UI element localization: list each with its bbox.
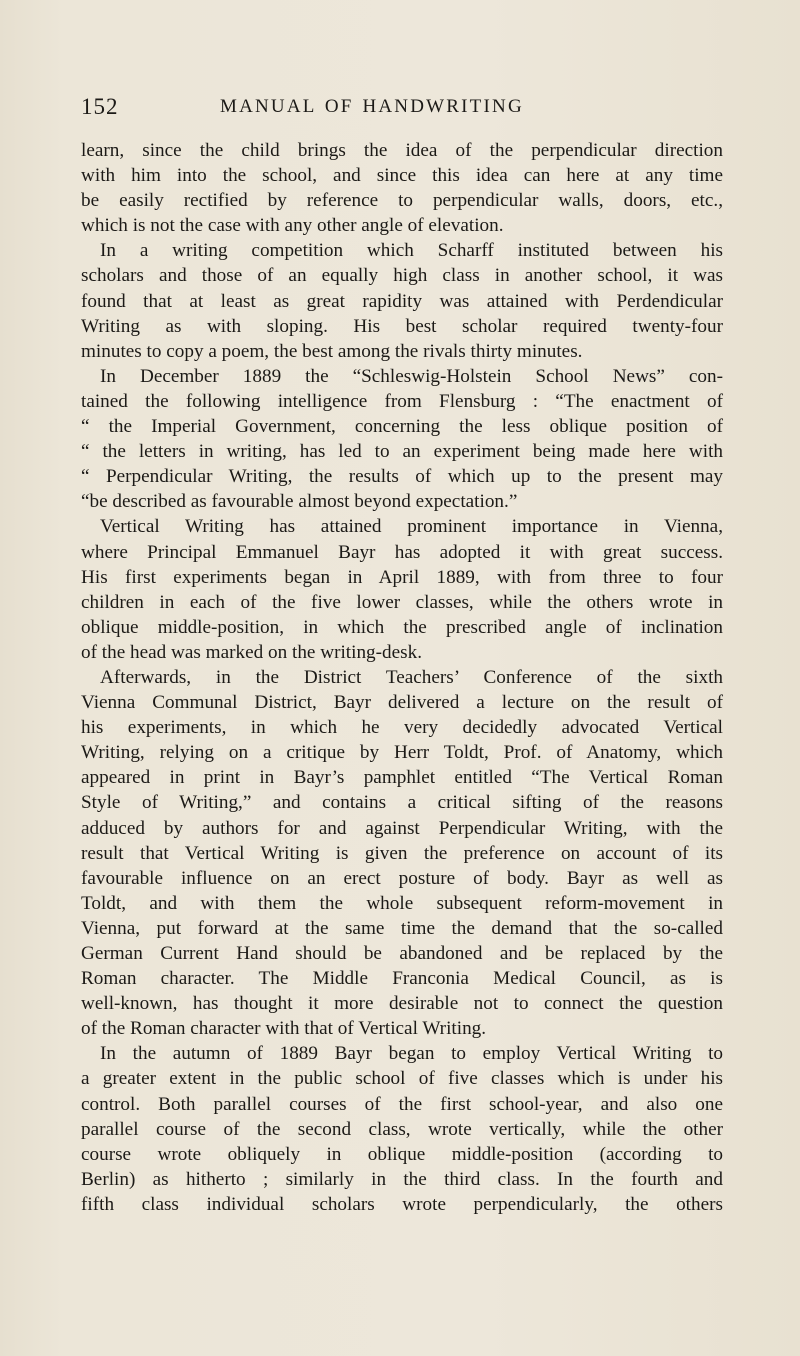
text-line: oblique middle-position, in which the prescribed angle of inclination	[81, 616, 723, 638]
text-line: favourable influence on an erect posture of body. Bayr as well as	[81, 867, 723, 889]
text-line: Vienna Communal District, Bayr delivered a lecture on the result of	[81, 692, 723, 714]
text-line: scholars and those of an equally high class in another school, it was	[81, 265, 723, 287]
text-line: His first experiments began in April 1889, with from three to four	[81, 566, 723, 588]
text-line: parallel course of the second class, wrote vertically, while the other	[81, 1118, 723, 1140]
text-line: well-known, has thought it more desirable not to connect the question	[81, 993, 723, 1015]
text-line: Vertical Writing has attained prominent importance in Vienna,	[100, 516, 723, 538]
text-line: result that Vertical Writing is given the preference on account of its	[81, 842, 723, 864]
text-line: Vienna, put forward at the same time the demand that the so-called	[81, 917, 723, 939]
text-line: of the Roman character with that of Vertical Writing.	[81, 1018, 487, 1040]
text-line: control. Both parallel courses of the first school-year, and also one	[81, 1093, 723, 1115]
text-line: “ the Imperial Government, concerning the less oblique position of	[81, 416, 723, 438]
text-line: Roman character. The Middle Franconia Medical Council, as is	[81, 968, 723, 990]
text-line: Berlin) as hitherto ; similarly in the third class. In the fourth and	[81, 1168, 723, 1190]
running-head: MANUAL OF HANDWRITING	[220, 96, 524, 117]
text-line: found that at least as great rapidity was attained with Perdendicular	[81, 290, 723, 312]
body-text	[81, 138, 723, 1217]
page-header	[0, 94, 800, 124]
text-line: Style of Writing,” and contains a critical sifting of the reasons	[81, 792, 723, 814]
text-line: Toldt, and with them the whole subsequent reform-movement in	[81, 892, 723, 914]
text-line: Writing, relying on a critique by Herr Toldt, Prof. of Anatomy, which	[81, 742, 723, 764]
text-line: “be described as favourable almost beyond expectation.”	[81, 491, 518, 513]
text-line: a greater extent in the public school of five classes which is under his	[81, 1068, 723, 1090]
text-line: minutes to copy a poem, the best among the rivals thirty minutes.	[81, 340, 583, 362]
text-line: with him into the school, and since this idea can here at any time	[81, 165, 723, 187]
text-line: which is not the case with any other angle of elevation.	[81, 215, 504, 237]
text-line: fifth class individual scholars wrote perpendicularly, the others	[81, 1193, 723, 1215]
text-line: Afterwards, in the District Teachers’ Conference of the sixth	[100, 666, 723, 688]
text-line: be easily rectified by reference to perpendicular walls, doors, etc.,	[81, 190, 723, 212]
text-line: In the autumn of 1889 Bayr began to employ Vertical Writing to	[100, 1043, 723, 1065]
text-line: of the head was marked on the writing-desk.	[81, 641, 423, 663]
text-line: In December 1889 the “Schleswig-Holstein School News” con-	[100, 365, 723, 387]
text-line: course wrote obliquely in oblique middle-position (according to	[81, 1143, 723, 1165]
text-line: German Current Hand should be abandoned and be replaced by the	[81, 943, 723, 964]
text-line: In a writing competition which Scharff instituted between his	[100, 240, 723, 262]
text-line: adduced by authors for and against Perpendicular Writing, with the	[81, 817, 723, 839]
text-line: where Principal Emmanuel Bayr has adopted it with great success.	[81, 541, 723, 563]
text-line: learn, since the child brings the idea of the perpendicular direction	[81, 140, 723, 161]
text-line: Writing as with sloping. His best scholar required twenty-four	[81, 315, 723, 337]
text-line: his experiments, in which he very decidedly advocated Vertical	[81, 717, 723, 739]
text-line: children in each of the five lower classes, while the others wrote in	[81, 591, 723, 613]
text-line: appeared in print in Bayr’s pamphlet entitled “The Vertical Roman	[81, 767, 723, 789]
text-line: tained the following intelligence from Flensburg : “The enactment of	[81, 390, 723, 412]
page-number: 152	[81, 94, 119, 119]
text-line: “ the letters in writing, has led to an experiment being made here with	[81, 441, 723, 463]
text-line: “ Perpendicular Writing, the results of which up to the present may	[81, 466, 723, 488]
